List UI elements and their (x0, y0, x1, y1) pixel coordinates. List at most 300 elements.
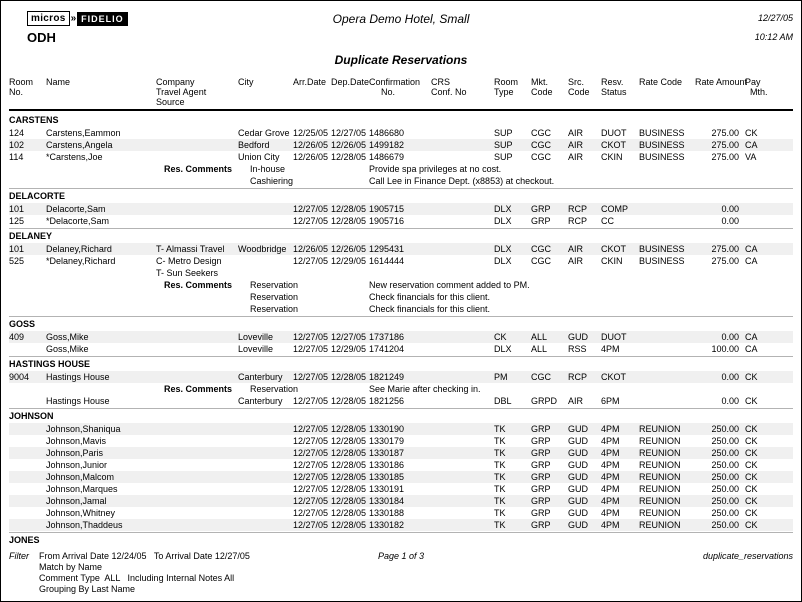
cell-room-no: 114 (9, 152, 24, 162)
cell-dep-date: 12/26/05 (331, 140, 367, 150)
cell-rate-code: BUSINESS (639, 140, 685, 150)
cell-room-type: SUP (494, 128, 513, 138)
cell-arr-date: 12/27/05 (293, 448, 329, 458)
table-row (9, 447, 793, 459)
cell-resv-status: DUOT (601, 332, 627, 342)
comment-text: Call Lee in Finance Dept. (x8853) at checkout. (369, 176, 555, 186)
comment-text: See Marie after checking in. (369, 384, 481, 394)
cell-city (238, 507, 293, 519)
cell-name: Johnson,Mavis (46, 436, 107, 446)
filter-label: Filter (9, 551, 29, 561)
comment-row (9, 163, 793, 175)
report-file-name: duplicate_reservations (702, 551, 793, 561)
cell-dep-date: 12/28/05 (331, 484, 367, 494)
comment-type: Reservation (250, 304, 299, 314)
cell-rate-code (639, 215, 695, 227)
cell-mkt-code: CGC (531, 140, 551, 150)
cell-pay-method (741, 215, 773, 227)
comment-text: Provide spa privileges at no cost. (369, 164, 502, 174)
cell-pay-method: CK (745, 396, 758, 406)
cell-rate-code (639, 203, 695, 215)
cell-resv-status: 4PM (601, 508, 620, 518)
cell-room-type: CK (494, 332, 507, 342)
cell-rate-code: REUNION (639, 484, 681, 494)
cell-resv-status: 4PM (601, 496, 620, 506)
cell-mkt-code: GRPD (531, 396, 558, 406)
cell-dep-date: 12/26/05 (331, 244, 367, 254)
cell-rate-amount: 0.00 (721, 204, 739, 214)
cell-room-type: TK (494, 508, 506, 518)
cell-dep-date: 12/28/05 (331, 424, 367, 434)
cell-resv-status: 4PM (601, 472, 620, 482)
cell-company (156, 483, 238, 495)
cell-room-no (9, 423, 46, 435)
cell-src-code: RCP (568, 372, 588, 382)
cell-resv-status: COMP (601, 204, 628, 214)
cell-room-type: DLX (494, 344, 512, 354)
cell-confirmation-no: 1330182 (369, 520, 405, 530)
cell-src-code: AIR (568, 128, 584, 138)
cell-mkt-code: CGC (531, 372, 551, 382)
comments-label: Res. Comments (163, 384, 232, 394)
cell-dep-date: 12/28/05 (331, 216, 367, 226)
cell-rate-code (639, 395, 695, 407)
company-line: T- Sun Seekers (156, 268, 219, 278)
cell-pay-method: CK (745, 372, 758, 382)
logo-micros-text: micros (27, 11, 70, 26)
cell-crs-conf-no (431, 243, 494, 255)
cell-crs-conf-no (431, 151, 494, 163)
cell-city: Canterbury (238, 396, 283, 406)
cell-crs-conf-no (431, 507, 494, 519)
cell-rate-amount: 250.00 (711, 496, 739, 506)
cell-room-type: TK (494, 484, 506, 494)
comment-row (9, 279, 793, 291)
cell-crs-conf-no (431, 495, 494, 507)
cell-src-code: GUD (568, 520, 588, 530)
cell-src-code: GUD (568, 448, 588, 458)
cell-company (156, 471, 238, 483)
cell-arr-date: 12/25/05 (293, 128, 329, 138)
cell-city: Loveville (238, 344, 274, 354)
cell-crs-conf-no (431, 519, 494, 531)
cell-mkt-code: GRP (531, 520, 551, 530)
cell-rate-amount: 250.00 (711, 520, 739, 530)
cell-crs-conf-no (431, 483, 494, 495)
filter-line: Grouping By Last Name (39, 584, 136, 594)
table-row (9, 495, 793, 507)
cell-pay-method: CA (745, 332, 758, 342)
cell-pay-method: CK (745, 460, 758, 470)
cell-rate-amount: 0.00 (721, 396, 739, 406)
cell-resv-status: CKOT (601, 372, 627, 382)
cell-room-no (9, 459, 46, 471)
reservation-group-carstens (9, 113, 793, 187)
cell-crs-conf-no (431, 331, 494, 343)
cell-name: Carstens,Eammon (46, 128, 121, 138)
cell-name: Carstens,Angela (46, 140, 113, 150)
cell-src-code: GUD (568, 508, 588, 518)
company-line: C- Metro Design (156, 256, 222, 266)
col-header-dep-date: Dep.Date (331, 77, 370, 87)
cell-crs-conf-no (431, 127, 494, 139)
cell-arr-date: 12/27/05 (293, 344, 329, 354)
cell-room-no: 101 (9, 244, 25, 254)
col-header-mkt-code: Mkt. Code (531, 77, 553, 97)
cell-room-no: 102 (9, 140, 25, 150)
cell-src-code: GUD (568, 472, 588, 482)
cell-room-type: TK (494, 460, 506, 470)
cell-rate-amount: 275.00 (711, 256, 739, 266)
cell-room-type: DLX (494, 216, 512, 226)
cell-city: Cedar Grove (238, 128, 290, 138)
cell-confirmation-no: 1486679 (369, 152, 405, 162)
col-header-resv-status: Resv. Status (601, 77, 627, 97)
cell-name: Johnson,Paris (46, 448, 104, 458)
cell-confirmation-no: 1905715 (369, 204, 405, 214)
cell-src-code: GUD (568, 436, 588, 446)
cell-name: Johnson,Thaddeus (46, 520, 123, 530)
cell-pay-method: CK (745, 448, 758, 458)
cell-arr-date: 12/26/05 (293, 140, 329, 150)
cell-dep-date: 12/28/05 (331, 152, 367, 162)
cell-arr-date: 12/27/05 (293, 396, 329, 406)
table-row (9, 395, 793, 407)
cell-mkt-code: GRP (531, 436, 551, 446)
cell-resv-status: 4PM (601, 484, 620, 494)
hotel-title: Opera Demo Hotel, Small (332, 12, 470, 26)
filter-line: Match by Name (39, 562, 103, 572)
cell-room-no: 9004 (9, 372, 30, 382)
cell-dep-date: 12/28/05 (331, 436, 367, 446)
cell-src-code: AIR (568, 256, 584, 266)
cell-room-no: 125 (9, 216, 25, 226)
cell-arr-date: 12/27/05 (293, 460, 329, 470)
cell-room-type: PM (494, 372, 508, 382)
cell-rate-code: BUSINESS (639, 256, 685, 266)
cell-room-no (9, 447, 46, 459)
cell-arr-date: 12/27/05 (293, 436, 329, 446)
table-row (9, 435, 793, 447)
comment-type: Reservation (250, 292, 299, 302)
cell-dep-date: 12/28/05 (331, 372, 367, 382)
cell-mkt-code: GRP (531, 508, 551, 518)
cell-room-type: DLX (494, 204, 512, 214)
cell-city (238, 203, 293, 215)
cell-room-type: TK (494, 448, 506, 458)
cell-company (156, 215, 238, 227)
cell-name: Delaney,Richard (46, 244, 112, 254)
cell-name: *Carstens,Joe (46, 152, 103, 162)
cell-room-type: DBL (494, 396, 512, 406)
cell-confirmation-no: 1330186 (369, 460, 405, 470)
cell-mkt-code: ALL (531, 332, 548, 342)
cell-pay-method: CK (745, 508, 758, 518)
cell-room-type: DLX (494, 256, 512, 266)
col-header-src-code: Src. Code (568, 77, 590, 97)
cell-rate-amount: 275.00 (711, 128, 739, 138)
comments-label (9, 175, 238, 187)
cell-company (156, 371, 238, 383)
comment-type: Reservation (250, 384, 299, 394)
cell-src-code: AIR (568, 140, 584, 150)
comment-type: Cashiering (250, 176, 294, 186)
cell-crs-conf-no (431, 139, 494, 151)
cell-mkt-code: GRP (531, 424, 551, 434)
cell-crs-conf-no (431, 459, 494, 471)
cell-company (156, 435, 238, 447)
cell-rate-code: BUSINESS (639, 152, 685, 162)
reservation-group-goss (9, 316, 793, 355)
cell-resv-status: 4PM (601, 448, 620, 458)
cell-rate-code: REUNION (639, 520, 681, 530)
cell-crs-conf-no (431, 371, 494, 383)
cell-name: Johnson,Whitney (46, 508, 116, 518)
col-header-arr-date: Arr.Date (293, 77, 327, 87)
cell-room-no (9, 483, 46, 495)
comments-label: Res. Comments (163, 164, 232, 174)
table-row (9, 459, 793, 471)
cell-name: Goss,Mike (46, 332, 89, 342)
comment-type: In-house (250, 164, 286, 174)
cell-mkt-code: CGC (531, 128, 551, 138)
cell-room-type: DLX (494, 244, 512, 254)
cell-city (238, 471, 293, 483)
cell-src-code: RCP (568, 216, 588, 226)
cell-confirmation-no: 1295431 (369, 244, 405, 254)
cell-rate-code: REUNION (639, 496, 681, 506)
group-name: DELANEY (9, 231, 53, 241)
cell-confirmation-no: 1821249 (369, 372, 405, 382)
report-time: 10:12 AM (754, 32, 793, 42)
group-name: DELACORTE (9, 191, 65, 201)
cell-arr-date: 12/26/05 (293, 152, 329, 162)
cell-rate-code (639, 371, 695, 383)
cell-rate-amount: 250.00 (711, 472, 739, 482)
cell-room-type: TK (494, 472, 506, 482)
col-header-company: Company Travel Agent Source (156, 77, 207, 107)
cell-company (156, 519, 238, 531)
cell-src-code: GUD (568, 424, 588, 434)
reservation-group-hastings-house (9, 356, 793, 407)
cell-rate-amount: 100.00 (711, 344, 739, 354)
cell-pay-method: CA (745, 256, 758, 266)
property-code: ODH (27, 30, 56, 45)
cell-confirmation-no: 1330187 (369, 448, 405, 458)
cell-room-type: TK (494, 424, 506, 434)
cell-pay-method: CK (745, 436, 758, 446)
cell-confirmation-no: 1330179 (369, 436, 405, 446)
cell-mkt-code: CGC (531, 244, 551, 254)
cell-mkt-code: ALL (531, 344, 548, 354)
cell-room-type: TK (494, 436, 506, 446)
header-rule (9, 109, 793, 111)
cell-company (156, 459, 238, 471)
comment-text: Check financials for this client. (369, 304, 491, 314)
cell-room-type: SUP (494, 140, 513, 150)
cell-room-no (9, 519, 46, 531)
cell-dep-date: 12/27/05 (331, 128, 367, 138)
cell-company (156, 127, 238, 139)
cell-src-code: AIR (568, 152, 584, 162)
cell-rate-code: REUNION (639, 424, 681, 434)
cell-name: *Delacorte,Sam (46, 216, 110, 226)
cell-src-code: AIR (568, 396, 584, 406)
cell-company (156, 139, 238, 151)
cell-src-code: GUD (568, 332, 588, 342)
col-header-confirmation-no: Confirmation No. (369, 77, 421, 97)
cell-pay-method: CK (745, 472, 758, 482)
reservation-group-jones (9, 532, 793, 547)
cell-confirmation-no: 1905716 (369, 216, 405, 226)
cell-dep-date: 12/28/05 (331, 448, 367, 458)
cell-rate-code: BUSINESS (639, 128, 685, 138)
cell-rate-amount: 0.00 (721, 216, 739, 226)
cell-city (238, 423, 293, 435)
cell-city (238, 255, 293, 279)
cell-name: Johnson,Junior (46, 460, 108, 470)
cell-resv-status: CC (601, 216, 614, 226)
filter-line: From Arrival Date 12/24/05 To Arrival Date 12/27/05 (39, 551, 250, 561)
cell-src-code: RCP (568, 204, 588, 214)
report-date: 12/27/05 (757, 13, 793, 23)
comment-row (9, 383, 793, 395)
cell-city (238, 435, 293, 447)
cell-confirmation-no: 1614444 (369, 256, 405, 266)
cell-mkt-code: GRP (531, 496, 551, 506)
cell-rate-amount: 250.00 (711, 508, 739, 518)
cell-dep-date: 12/29/05 (331, 344, 367, 354)
table-row (9, 519, 793, 531)
table-row (9, 255, 793, 279)
col-header-crs-conf-no: CRS Conf. No (431, 77, 467, 97)
cell-room-no (9, 507, 46, 519)
cell-name: Johnson,Malcom (46, 472, 115, 482)
cell-rate-code: REUNION (639, 436, 681, 446)
cell-room-type: TK (494, 496, 506, 506)
cell-arr-date: 12/27/05 (293, 256, 329, 266)
cell-room-no (9, 471, 46, 483)
cell-mkt-code: GRP (531, 216, 551, 226)
cell-mkt-code: GRP (531, 472, 551, 482)
cell-room-type: SUP (494, 152, 513, 162)
cell-company (156, 447, 238, 459)
comment-row (9, 303, 793, 315)
cell-dep-date: 12/28/05 (331, 396, 367, 406)
table-row (9, 343, 793, 355)
cell-arr-date: 12/27/05 (293, 484, 329, 494)
table-row (9, 139, 793, 151)
table-row (9, 127, 793, 139)
cell-arr-date: 12/27/05 (293, 472, 329, 482)
logo-arrow-icon: » (70, 13, 77, 24)
cell-crs-conf-no (431, 203, 494, 215)
cell-pay-method: VA (745, 152, 757, 162)
cell-confirmation-no: 1486680 (369, 128, 405, 138)
cell-pay-method: CK (745, 484, 758, 494)
comments-label: Res. Comments (163, 280, 232, 290)
cell-city (238, 495, 293, 507)
col-header-pay-mth: Pay Mth. (745, 77, 768, 97)
cell-room-no: 124 (9, 128, 25, 138)
comment-type: Reservation (250, 280, 299, 290)
cell-dep-date: 12/29/05 (331, 256, 367, 266)
reservation-group-delaney (9, 228, 793, 315)
comment-text: New reservation comment added to PM. (369, 280, 530, 290)
cell-mkt-code: GRP (531, 460, 551, 470)
reservation-group-delacorte (9, 188, 793, 227)
cell-resv-status: DUOT (601, 128, 627, 138)
cell-dep-date: 12/28/05 (331, 204, 367, 214)
cell-city (238, 483, 293, 495)
cell-company (156, 395, 238, 407)
cell-company (156, 343, 238, 355)
cell-rate-code: REUNION (639, 508, 681, 518)
group-name: JONES (9, 535, 40, 545)
cell-dep-date: 12/28/05 (331, 496, 367, 506)
cell-crs-conf-no (431, 343, 494, 355)
filter-line: Comment Type ALL Including Internal Notes All (39, 573, 235, 583)
cell-src-code: GUD (568, 496, 588, 506)
cell-rate-code: REUNION (639, 448, 681, 458)
table-row (9, 483, 793, 495)
cell-arr-date: 12/27/05 (293, 424, 329, 434)
group-name: CARSTENS (9, 115, 59, 125)
cell-name: Johnson,Shaniqua (46, 424, 121, 434)
cell-resv-status: 4PM (601, 424, 620, 434)
cell-confirmation-no: 1499182 (369, 140, 405, 150)
cell-company (156, 151, 238, 163)
cell-arr-date: 12/27/05 (293, 496, 329, 506)
report-title: Duplicate Reservations (334, 53, 468, 67)
cell-room-no: 101 (9, 204, 25, 214)
cell-pay-method: CA (745, 244, 758, 254)
report-footer (9, 547, 793, 602)
cell-company (156, 203, 238, 215)
cell-dep-date: 12/28/05 (331, 520, 367, 530)
cell-confirmation-no: 1330185 (369, 472, 405, 482)
logo-fidelio-text: FIDELIO (77, 12, 128, 26)
micros-fidelio-logo (27, 11, 189, 26)
cell-pay-method (741, 203, 773, 215)
cell-company (156, 243, 238, 255)
col-header-city: City (238, 77, 254, 87)
comments-label (9, 291, 238, 303)
cell-city (238, 215, 293, 227)
report-header (9, 9, 793, 73)
cell-confirmation-no: 1741204 (369, 344, 405, 354)
comment-row (9, 291, 793, 303)
table-row (9, 243, 793, 255)
cell-crs-conf-no (431, 435, 494, 447)
cell-rate-amount: 250.00 (711, 460, 739, 470)
cell-name: Goss,Mike (46, 344, 89, 354)
cell-src-code: RSS (568, 344, 587, 354)
cell-confirmation-no: 1330191 (369, 484, 405, 494)
cell-company (156, 495, 238, 507)
cell-mkt-code: CGC (531, 256, 551, 266)
cell-rate-code: REUNION (639, 460, 681, 470)
cell-name: Hastings House (46, 396, 110, 406)
cell-rate-amount: 0.00 (721, 332, 739, 342)
cell-crs-conf-no (431, 423, 494, 435)
group-name: HASTINGS HOUSE (9, 359, 91, 369)
cell-arr-date: 12/27/05 (293, 216, 329, 226)
cell-room-no (9, 435, 46, 447)
cell-crs-conf-no (431, 255, 494, 279)
table-row (9, 331, 793, 343)
comment-row (9, 175, 793, 187)
